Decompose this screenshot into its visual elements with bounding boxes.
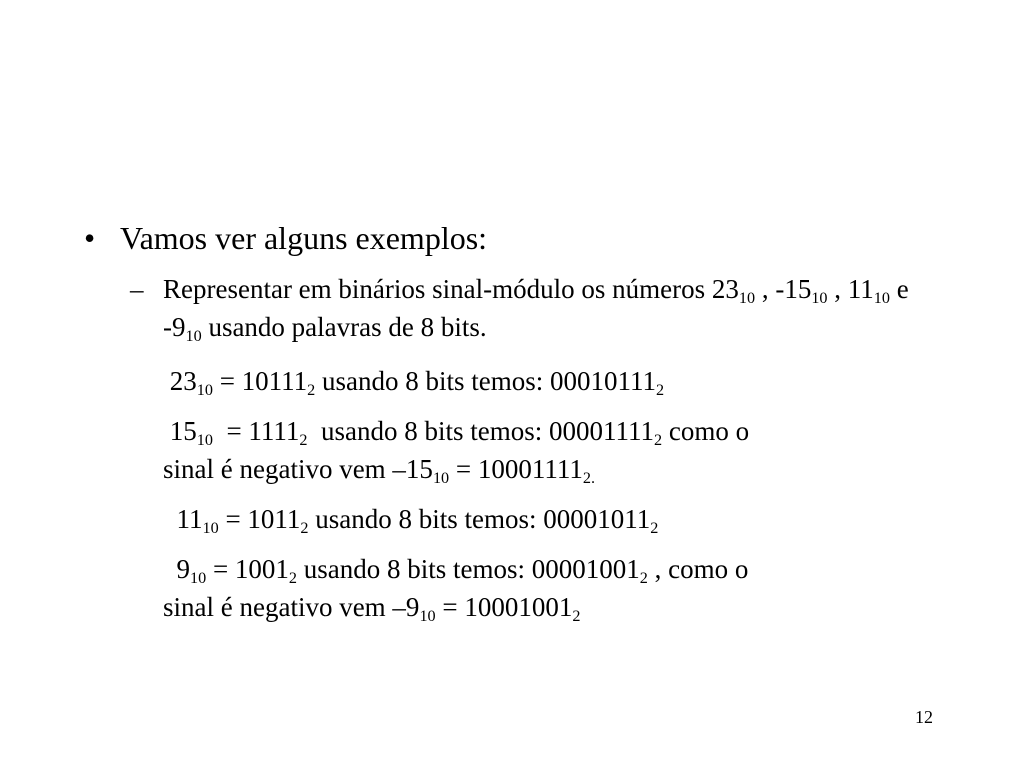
- base-subscript: 10: [190, 568, 207, 587]
- base-subscript: 10: [419, 606, 436, 625]
- base-subscript: 10: [738, 288, 756, 307]
- text-segment: e -9: [163, 274, 909, 342]
- base-subscript: 2: [307, 380, 316, 399]
- example-11: [163, 500, 943, 538]
- dash-marker: –: [130, 274, 144, 304]
- text-segment: usando 8 bits temos: 00010111: [315, 366, 657, 396]
- sub-item: [130, 270, 930, 346]
- base-subscript: 10: [811, 288, 828, 307]
- base-subscript: 2: [288, 568, 298, 587]
- base-subscript: 2: [300, 518, 309, 537]
- bullet-text: Vamos ver alguns exemplos:: [120, 220, 488, 256]
- text-segment: = 10001111: [449, 454, 583, 484]
- page-number: 12: [915, 707, 933, 727]
- text-segment: = 1111: [212, 416, 300, 446]
- base-subscript: 2: [654, 430, 663, 449]
- text-segment: usando palavras de 8 bits.: [201, 312, 487, 342]
- text-segment: Representar em binários sinal-módulo os números 23: [163, 274, 739, 304]
- base-subscript: 2: [572, 606, 581, 625]
- text-segment: 23: [163, 366, 197, 396]
- text-segment: usando 8 bits temos: 00001111: [307, 416, 655, 446]
- sub-item-text: [163, 270, 930, 346]
- base-subscript: 2: [299, 430, 308, 449]
- base-subscript: 2.: [582, 468, 595, 487]
- example-23: [163, 362, 943, 400]
- base-subscript: 2: [650, 518, 659, 537]
- text-segment: , -15: [755, 274, 812, 304]
- text-segment: , como o sinal é negativo vem –9: [163, 554, 749, 622]
- text-segment: como o sinal é negativo vem –15: [163, 416, 750, 484]
- base-subscript: 10: [202, 518, 219, 537]
- text-segment: 15: [163, 416, 197, 446]
- base-subscript: 2: [656, 380, 665, 399]
- base-subscript: 10: [185, 326, 202, 345]
- example-15: [163, 412, 943, 488]
- text-segment: usando 8 bits temos: 00001001: [297, 554, 640, 584]
- text-segment: = 1001: [206, 554, 289, 584]
- text-segment: 11: [163, 504, 203, 534]
- base-subscript: 10: [432, 468, 450, 487]
- base-subscript: 10: [196, 430, 213, 449]
- base-subscript: 10: [196, 380, 213, 399]
- text-segment: = 10111: [212, 366, 308, 396]
- text-segment: usando 8 bits temos: 00001011: [308, 504, 651, 534]
- text-segment: = 10001001: [435, 592, 573, 622]
- text-segment: , 11: [827, 274, 874, 304]
- bullet-marker: •: [84, 220, 96, 256]
- base-subscript: 10: [873, 288, 890, 307]
- text-segment: = 1011: [218, 504, 301, 534]
- base-subscript: 2: [639, 568, 648, 587]
- example-9: [163, 550, 943, 626]
- text-segment: 9: [163, 554, 190, 584]
- bullet-item: [84, 216, 487, 260]
